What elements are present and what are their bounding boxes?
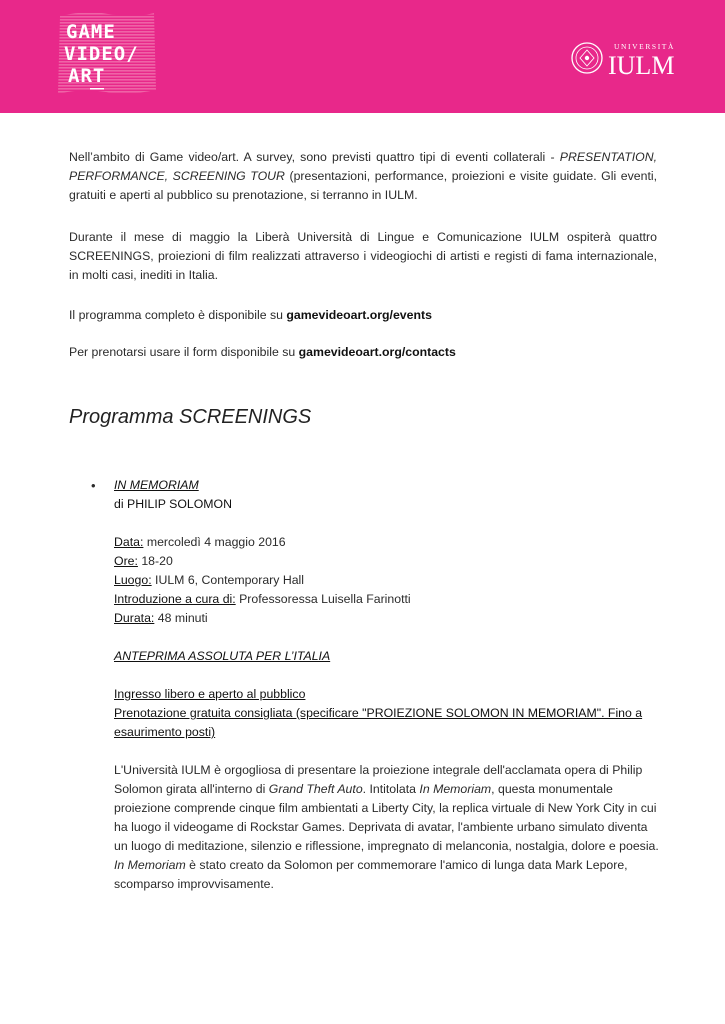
game-video-art-logo <box>56 10 158 98</box>
event-entry-note: Ingresso libero e aperto al pubblico <box>114 687 306 701</box>
events-link[interactable]: gamevideoart.org/events <box>286 308 432 322</box>
event-booking-note: Prenotazione gratuita consigliata (specificare "PROIEZIONE SOLOMON IN MEMORIAM". Fino a esaurimento posti) <box>114 706 643 739</box>
logo-line-2: VIDEO/ <box>64 43 139 65</box>
intro-paragraph-2: Durante il mese di maggio la Liberà Università di Lingue e Comunicazione IULM ospiterà quattro SCREENINGS, proiezioni di film realizzati attraverso i videogiochi di artisti e registi di fama internazionale, in molti casi, inediti in Italia. <box>69 230 657 282</box>
event-place: Luogo: IULM 6, Contemporary Hall <box>114 573 305 587</box>
logo-line-3: ART <box>68 65 106 87</box>
logo-universita-text: UNIVERSITÀ <box>614 42 675 51</box>
section-title: Programma SCREENINGS <box>69 406 312 428</box>
event-preview-note: ANTEPRIMA ASSOLUTA PER L’ITALIA <box>114 649 331 663</box>
logo-line-1: GAME <box>66 21 116 43</box>
event-date: Data: mercoledì 4 maggio 2016 <box>114 535 286 549</box>
event-description: L'Università IULM è orgogliosa di presentare la proiezione integrale dell'acclamata opera di Philip Solomon girata all'interno di Grand Theft Auto. Intitolata In Memoriam, questa monumentale proiezione comprende cinque film ambientati a Liberty City, la replica virtuale di New York City in cui ha luogo il videogame di Rockstar Games. Deprivata di avatar, l'ambiente urbano simulato diventa un luogo di meditazione, silenzio e riflessione, impregnato di melanconia, nostalgia, dolore e poesia. In Memoriam è stato creato da Solomon per commemorare l'amico di lunga data Mark Lepore, scomparso improvvisamente. <box>114 763 659 891</box>
contacts-link-paragraph: Per prenotarsi usare il form disponibile su gamevideoart.org/contacts <box>69 345 456 359</box>
iulm-logo <box>570 40 685 78</box>
bullet-icon: • <box>91 478 96 493</box>
page-header <box>0 0 725 113</box>
contacts-link[interactable]: gamevideoart.org/contacts <box>298 345 456 359</box>
event-introduction: Introduzione a cura di: Professoressa Luisella Farinotti <box>114 592 411 606</box>
logo-iulm-text: IULM <box>608 51 675 78</box>
event-time: Ore: 18-20 <box>114 554 173 568</box>
event-duration: Durata: 48 minuti <box>114 611 208 625</box>
event-title: IN MEMORIAM <box>114 478 199 492</box>
event-in-memoriam <box>91 476 659 894</box>
events-link-paragraph: Il programma completo è disponibile su gamevideoart.org/events <box>69 308 432 322</box>
intro-paragraph-1: Nell’ambito di Game video/art. A survey, sono previsti quattro tipi di eventi collaterali - PRESENTATION, PERFORMANCE, SCREENING TOUR (presentazioni, performance, proiezioni e visite guidate. Gli eventi, gratuiti e aperti al pubblico su prenotazione, si terranno in IULM. <box>69 150 658 202</box>
event-author: di PHILIP SOLOMON <box>114 497 232 511</box>
